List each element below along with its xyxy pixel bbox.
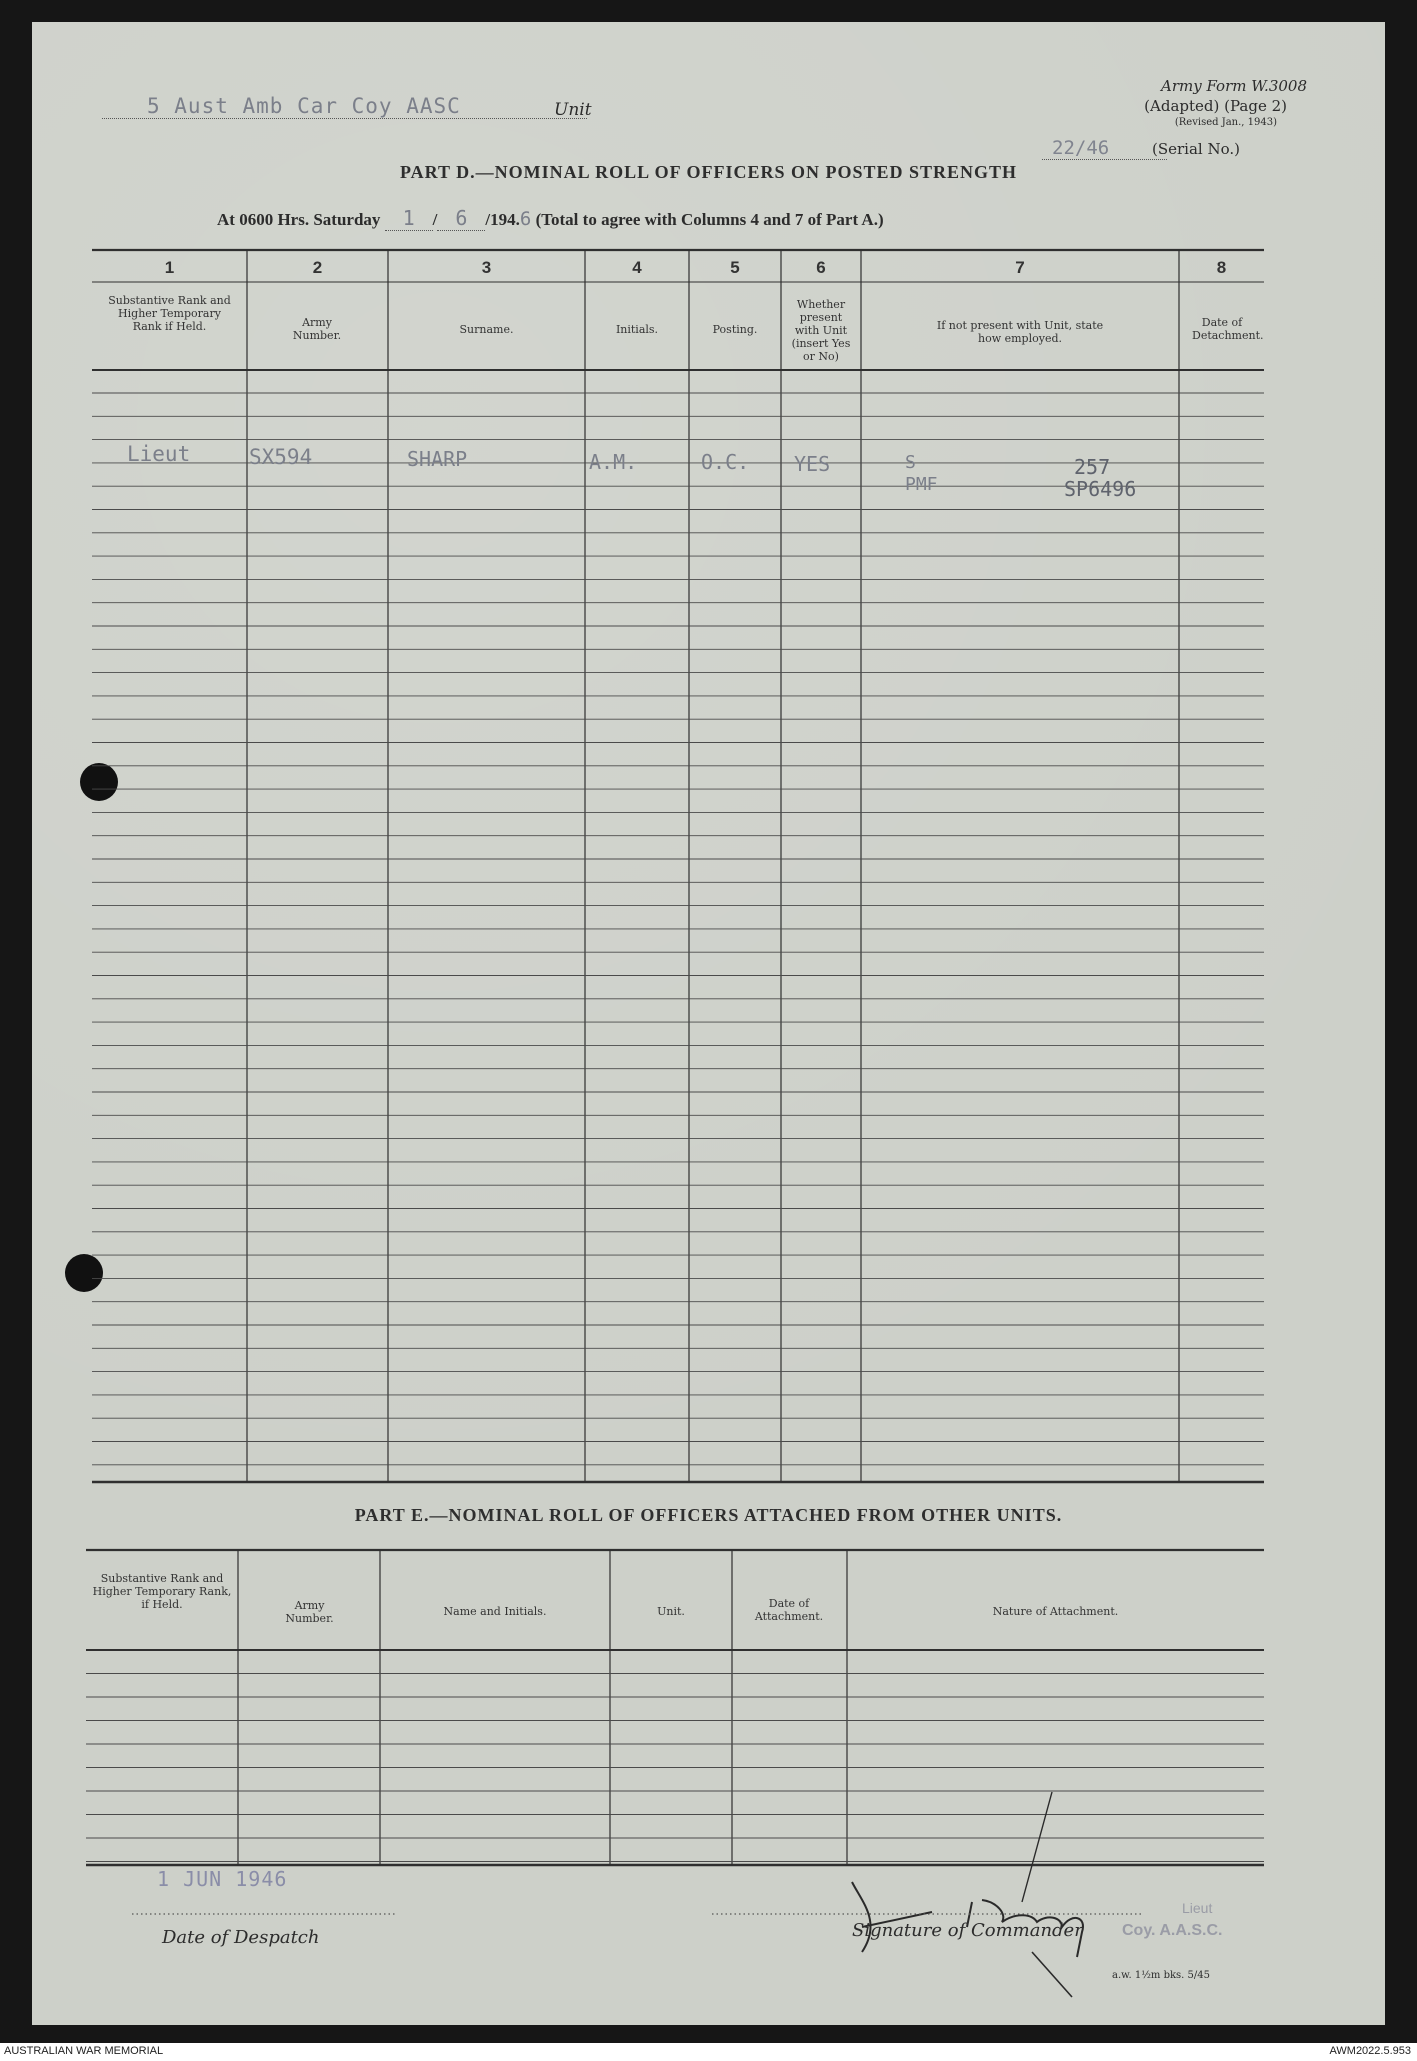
e-header-unit: Unit. (657, 1605, 685, 1618)
form-sheet (32, 22, 1385, 2025)
entry-employment-d: SP6496 (1064, 477, 1137, 501)
entry-posting: O.C. (701, 450, 750, 474)
col-header-rank: Substantive Rank and Higher Temporary Rank if Held. (108, 294, 231, 333)
col-num-8: 8 (1216, 258, 1227, 277)
col-header-army-number: Army Number. (292, 316, 342, 342)
archive-reference: AWM2022.5.953 (1329, 2045, 1411, 2057)
entry-employment-a: S (905, 452, 916, 473)
part-e-title: PART E.—NOMINAL ROLL OF OFFICERS ATTACHED FROM OTHER UNITS. (354, 1505, 1063, 1525)
unit-label: Unit (554, 100, 592, 120)
roll-month: 6 (437, 206, 485, 231)
entry-present: YES (794, 452, 831, 476)
despatch-date-label: Date of Despatch (162, 1927, 320, 1948)
col-header-initials: Initials. (615, 323, 659, 336)
col-header-surname: Surname. (459, 323, 514, 336)
e-header-nature: Nature of Attachment. (992, 1605, 1119, 1618)
unit-value: 5 Aust Amb Car Coy AASC (147, 94, 461, 118)
col-num-1: 1 (164, 258, 175, 277)
col-num-4: 4 (632, 258, 642, 277)
form-adapted: (Adapted) (Page 2) (1144, 97, 1287, 115)
col-header-posting: Posting. (712, 323, 758, 336)
col-num-6: 6 (816, 258, 826, 277)
roll-day: 1 (385, 206, 433, 231)
archive-footer (0, 2043, 1417, 2061)
serial-number-value: 22/46 (1052, 137, 1110, 159)
form-revised: (Revised Jan., 1943) (1174, 117, 1277, 128)
e-header-rank: Substantive Rank and Higher Temporary Rank, if Held. (92, 1572, 232, 1611)
signature-label: Signature of Commander (852, 1920, 1083, 1941)
commander-stamp-unit: Coy. A.A.S.C. (1122, 1922, 1223, 1939)
entry-employment-c: 257 (1074, 455, 1111, 479)
entry-rank: Lieut (127, 442, 191, 466)
roll-year-digit: 6 (519, 208, 532, 230)
part-d-title: PART D.—NOMINAL ROLL OF OFFICERS ON POSTED STRENGTH (399, 162, 1018, 182)
entry-employment-b: PMF (905, 474, 938, 495)
entry-surname: SHARP (407, 447, 468, 471)
archive-name: AUSTRALIAN WAR MEMORIAL (4, 2045, 164, 2057)
commander-signature (852, 1792, 1083, 1997)
col-num-3: 3 (481, 258, 492, 277)
col-num-5: 5 (730, 258, 740, 277)
army-form-number: Army Form W.3008 (1161, 77, 1307, 95)
col-header-detachment-date: Date of Detachment. (1192, 316, 1264, 342)
col-header-employment: If not present with Unit, state how employed. (936, 319, 1104, 345)
entry-army-number: SX594 (249, 445, 313, 469)
date-slash: / (432, 210, 438, 229)
col-header-present: Whether present with Unit (insert Yes or No) (791, 298, 851, 363)
commander-stamp-rank: Lieut (1182, 1900, 1213, 1916)
e-header-name: Name and Initials. (443, 1605, 547, 1618)
e-header-attachment-date: Date of Attachment. (754, 1597, 824, 1623)
print-code: a.w. 1½m bks. 5/45 (1112, 1970, 1210, 1981)
roll-year-prefix: /194. (485, 210, 520, 229)
at-suffix: (Total to agree with Columns 4 and 7 of Part A.) (535, 210, 884, 229)
entry-initials: A.M. (589, 450, 638, 474)
e-header-army-number: Army Number. (285, 1599, 334, 1625)
col-num-2: 2 (312, 258, 323, 277)
col-num-7: 7 (1015, 258, 1025, 277)
despatch-date-stamp: 1 JUN 1946 (157, 1867, 288, 1891)
at-prefix: At 0600 Hrs. Saturday (217, 210, 381, 229)
serial-label: (Serial No.) (1152, 140, 1240, 158)
